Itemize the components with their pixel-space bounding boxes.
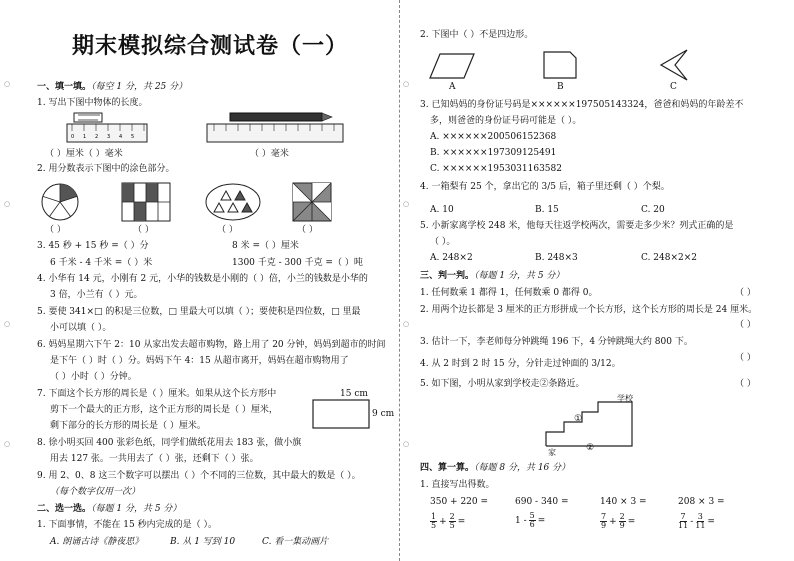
cut-rectangle-figure <box>542 50 578 80</box>
ruler-figure-a <box>66 111 148 145</box>
svg-text:1: 1 <box>83 134 87 140</box>
q2-5-option-b[interactable]: B. 248×3 <box>535 253 578 263</box>
square-fraction-figure <box>292 182 332 222</box>
q1-1-text: 1. 写出下图中物体的长度。 <box>37 98 148 108</box>
q1-3-line2b: 1300 千克 - 300 千克 =（ ）吨 <box>232 258 363 268</box>
q1-7-line2: 剪下一个最大的正方形，这个正方形的周长是（ ）厘米， <box>50 405 278 415</box>
binding-hole-left-1: ○ <box>4 80 11 88</box>
q3-4-text: 4. 从 2 时到 2 时 15 分，分针走过钟面的 3/12。 <box>420 359 621 369</box>
fraction-calc-3: 7 9 + $\frac{2}{9}$ = <box>601 512 636 531</box>
rectangle-figure <box>312 399 370 429</box>
ruler-figure-b <box>206 111 344 145</box>
map-home-label: 家 <box>548 448 556 457</box>
q1-8-line2: 用去 127 张。一共用去了（ ）张，还剩下（ ）张。 <box>50 454 259 464</box>
section-1-header: 一、填一填。（每空 1 分，共 25 分） <box>37 82 188 92</box>
map-school-label: 学校 <box>617 394 633 403</box>
calc-4: 208 × 3 = <box>678 497 725 507</box>
q4-1-text: 1. 直接写出得数。 <box>420 480 495 490</box>
q1-7-line1: 7. 下面这个长方形的周长是（ ）厘米。如果从这个长方形中 <box>37 389 277 399</box>
q2-3-option-b[interactable]: B. ××××××197309125491 <box>430 148 557 158</box>
q1-6-line3: （ ）小时（ ）分钟。 <box>50 372 137 382</box>
rect-width-label: 15 cm <box>340 389 368 399</box>
binding-hole-left-2: ○ <box>4 200 11 208</box>
q2-2-label-b[interactable]: B <box>557 82 564 92</box>
q2-4-text: 4. 一箱梨有 25 个，拿出它的 3/5 后，箱子里还剩（ ）个梨。 <box>420 182 670 192</box>
q1-4-line1: 4. 小华有 14 元，小刚有 2 元，小华的钱数是小刚的（ ）倍，小兰的钱数是小华的 <box>37 274 368 284</box>
q2-2-text: 2. 下图中（ ）不是四边形。 <box>420 30 534 40</box>
q3-3-text: 3. 估计一下，李老师每分钟跳绳 196 下，4 分钟跳绳大约 800 下。 <box>420 337 693 347</box>
calc-1: 350 + 220 = <box>430 497 489 507</box>
q3-2-text: 2. 用两个边长都是 3 厘米的正方形拼成一个长方形，这个长方形的周长是 24 厘米。 <box>420 305 758 315</box>
q2-3-line2: 多，则爸爸的身份证号码可能是（ ）。 <box>430 116 582 126</box>
rect-height-label: 9 cm <box>372 409 395 419</box>
svg-text:4: 4 <box>119 134 123 140</box>
map-route2-label: ② <box>586 443 595 453</box>
q1-7-line3: 剩下部分的长方形的周长是（ ）厘米。 <box>50 421 206 431</box>
q2-1-option-a[interactable]: A. 朗诵古诗《静夜思》 <box>50 537 144 547</box>
fraction-calc-2: 1 - $\frac{5}{6}$ = <box>515 511 546 530</box>
q3-5-paren[interactable]: （ ） <box>735 379 756 389</box>
q2-3-option-a[interactable]: A. ××××××200506152368 <box>430 132 557 142</box>
q3-1-paren[interactable]: （ ） <box>735 288 756 298</box>
q1-2-blank-1[interactable]: （ ） <box>45 225 66 235</box>
q1-5-line1: 5. 要使 341×□ 的积是三位数，□ 里最大可以填（ ）；要使积是四位数，□ 里最 <box>37 307 361 317</box>
column-divider <box>399 0 400 561</box>
section-3-header: 三、判一判。（每题 1 分，共 5 分） <box>420 271 565 281</box>
q2-1-option-c[interactable]: C. 看一集动画片 <box>262 537 329 547</box>
svg-text:3: 3 <box>107 134 111 140</box>
calc-3: 140 × 3 = <box>600 497 647 507</box>
q2-4-option-a[interactable]: A. 10 <box>430 205 454 215</box>
q1-9-line1: 9. 用 2、0、8 这三个数字可以摆出（ ）个不同的三位数，其中最大的数是（ ）。 <box>37 471 361 481</box>
calc-2: 690 - 340 = <box>515 497 569 507</box>
binding-hole-right-2: ○ <box>403 200 410 208</box>
binding-hole-left-3: ○ <box>4 320 11 328</box>
binding-hole-right-1: ○ <box>403 80 410 88</box>
q1-3-line1a: 3. 45 秒 + 15 秒 =（ ）分 <box>37 241 149 251</box>
q2-3-option-c[interactable]: C. ××××××195303116358​2 <box>430 164 562 174</box>
q2-3-line1: 3. 已知妈妈的身份证号码是××××××197505143324，爸爸和妈妈的年龄差不 <box>420 100 744 110</box>
fraction-calc-1: 1 5 + $\frac{2}{5}$ = <box>431 512 466 531</box>
q2-2-label-a[interactable]: A <box>449 82 456 92</box>
map-route1-label: ① <box>574 414 583 424</box>
parallelogram-figure <box>428 52 476 80</box>
q3-5-text: 5. 如下图，小明从家到学校走②条路近。 <box>420 379 585 389</box>
svg-text:5: 5 <box>131 134 135 140</box>
q2-4-option-b[interactable]: B. 15 <box>535 205 559 215</box>
q1-1-answer-b[interactable]: （ ）毫米 <box>250 149 289 159</box>
binding-hole-right-3: ○ <box>403 320 410 328</box>
q1-3-line1b: 8 米 =（ ）厘米 <box>232 241 299 251</box>
q1-6-line2: 是下午（ ）时（ ）分。妈妈下午 4：15 从超市离开，妈妈在超市购物用了 <box>50 356 349 366</box>
section-4-header: 四、算一算。（每题 8 分，共 16 分） <box>420 463 571 473</box>
q1-3-line2a: 6 千米 - 4 千米 =（ ）米 <box>50 258 153 268</box>
binding-hole-right-4: ○ <box>403 440 410 448</box>
q1-2-blank-4[interactable]: （ ） <box>297 225 318 235</box>
q2-5-line1: 5. 小新家离学校 248 米，他每天往返学校两次，需要走多少米？列式正确的是 <box>420 221 734 231</box>
q3-2-paren[interactable]: （ ） <box>735 320 756 330</box>
svg-text:2: 2 <box>95 134 99 140</box>
q1-2-blank-3[interactable]: （ ） <box>217 225 238 235</box>
q1-2-blank-2[interactable]: （ ） <box>133 225 154 235</box>
q3-3-paren[interactable]: （ ） <box>735 353 756 363</box>
q2-4-option-c[interactable]: C. 20 <box>641 205 665 215</box>
q2-5-line2: （ ）。 <box>430 237 456 247</box>
circle-fraction-figure <box>40 182 80 222</box>
page-title: 期末模拟综合测试卷（一） <box>72 34 349 59</box>
q1-9-note: （每个数字仅用一次） <box>50 487 141 497</box>
q2-1-option-b[interactable]: B. 从 1 写到 10 <box>170 537 236 547</box>
fraction-calc-4: 7 11 - $\frac{3}{11}$ = <box>678 512 715 531</box>
q3-1-text: 1. 任何数乘 1 都得 1，任何数乘 0 都得 0。 <box>420 288 598 298</box>
q1-1-answer-a[interactable]: （ ）厘米（ ）毫米 <box>45 149 123 159</box>
rectangle-fraction-figure <box>121 182 171 222</box>
q1-5-line2: 小可以填（ ）。 <box>50 323 112 333</box>
q2-5-option-a[interactable]: A. 248×2 <box>430 253 473 263</box>
section-2-header: 二、选一选。（每题 1 分，共 5 分） <box>37 504 182 514</box>
q1-4-line2: 3 倍，小兰有（ ）元。 <box>50 290 143 300</box>
q1-6-line1: 6. 妈妈星期六下午 2：10 从家出发去超市购物，路上用了 20 分钟，妈妈到超市的时间 <box>37 340 386 350</box>
q1-8-line1: 8. 徐小明买回 400 张彩色纸，同学们做纸花用去 183 张，做小旗 <box>37 438 302 448</box>
binding-hole-left-4: ○ <box>4 440 11 448</box>
q2-2-label-c[interactable]: C <box>670 82 677 92</box>
q2-5-option-c[interactable]: C. 248×2×2 <box>641 253 697 263</box>
svg-text:0: 0 <box>71 134 75 140</box>
triangle-set-figure <box>204 182 262 222</box>
arrowhead-figure <box>659 48 689 82</box>
q2-1-text: 1. 下面事情，不能在 15 秒内完成的是（ ）。 <box>37 520 217 530</box>
q1-2-text: 2. 用分数表示下图中的涂色部分。 <box>37 164 175 174</box>
